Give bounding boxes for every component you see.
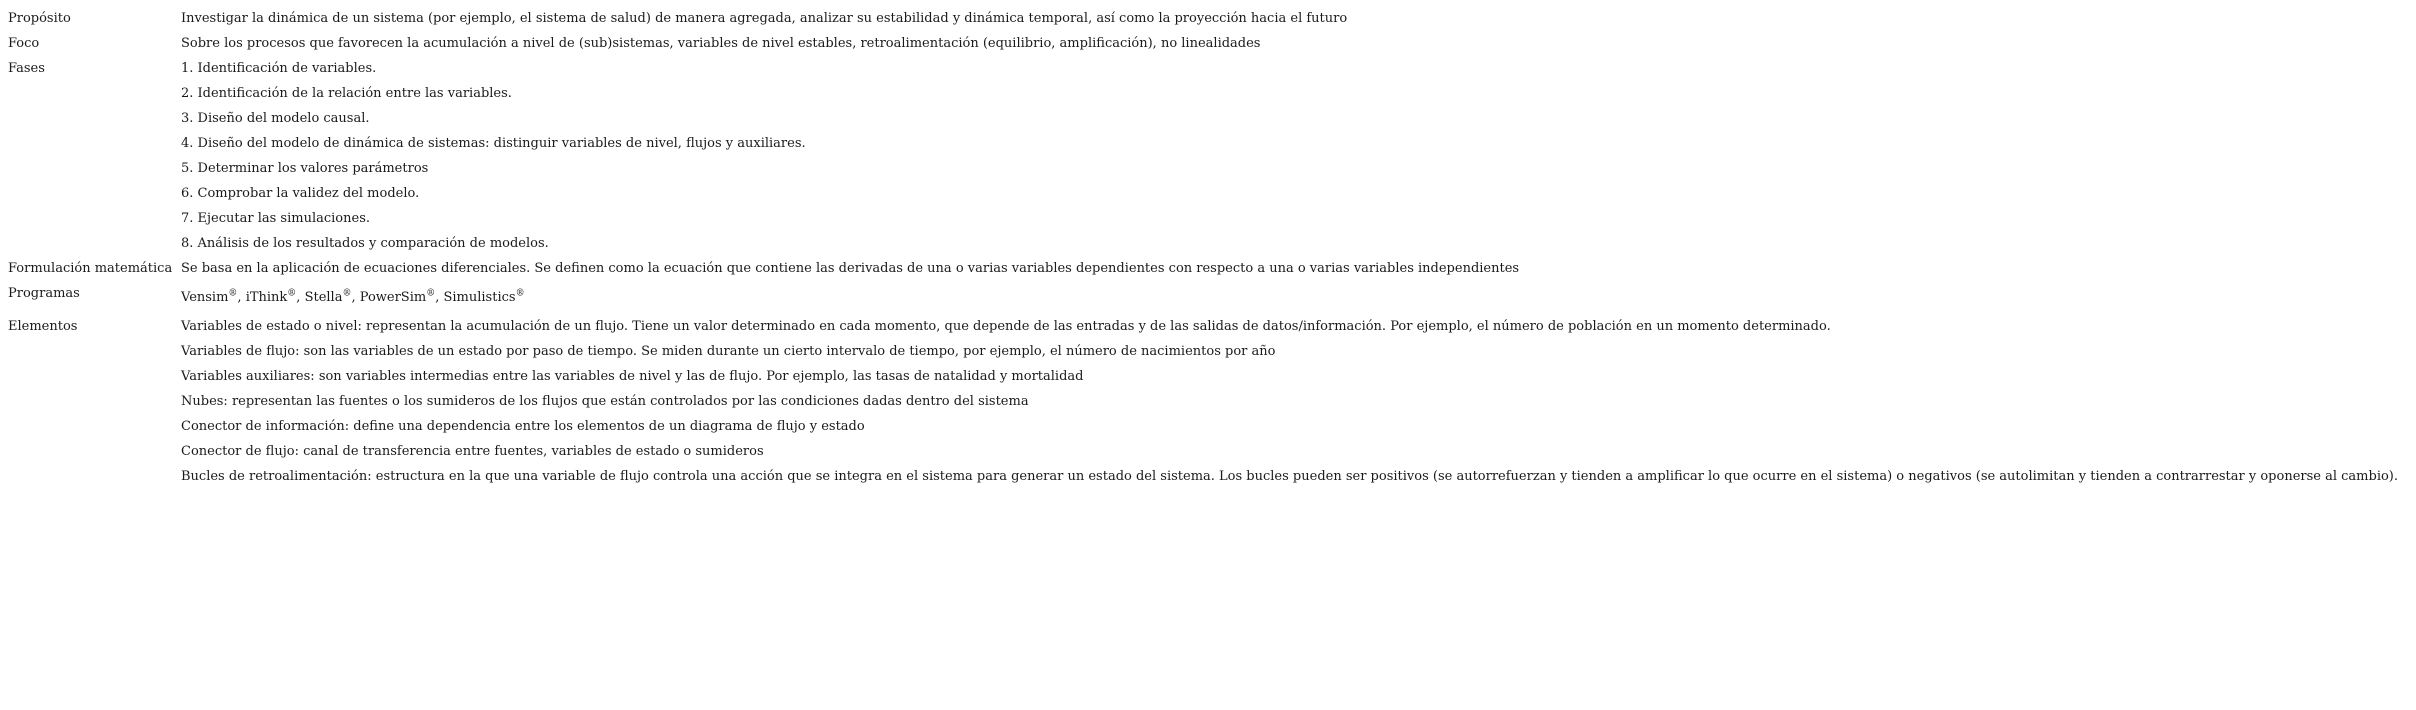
elemento-item: Bucles de retroalimentación: estructura en la que una variable de flujo controla una acción que se integra en el sistema para generar un estado del sistema. Los bucles pueden ser positivos (se autorrefuerzan y tienden a amplificar lo que ocurre en el sistema) o negativos (se autolimitan y tienden a contrarrestar y oponerse al cambio). — [181, 469, 2399, 484]
fase-item: 2. Identificación de la relación entre las variables. — [181, 86, 512, 101]
row-elementos — [8, 314, 2408, 489]
program-name: PowerSim — [359, 290, 427, 305]
registered-mark: ® — [342, 288, 352, 299]
registered-mark: ® — [287, 288, 297, 299]
elemento-item: Nubes: representan las fuentes o los sumideros de los flujos que están controlados por las condiciones dadas dentro del sistema — [181, 394, 1029, 409]
row-proposito — [8, 6, 2408, 31]
registered-mark: ® — [515, 288, 525, 299]
comparison-table — [8, 6, 2408, 489]
elemento-item: Conector de información: define una dependencia entre los elementos de un diagrama de flujo y estado — [181, 419, 865, 434]
row-text-proposito: Investigar la dinámica de un sistema (por ejemplo, el sistema de salud) de manera agregada, analizar su estabilidad y dinámica temporal, así como la proyección hacia el futuro — [181, 11, 1348, 26]
fase-item: 5. Determinar los valores parámetros — [181, 161, 429, 176]
row-label-proposito: Propósito — [8, 11, 71, 26]
fases-list — [181, 56, 2408, 256]
row-label-foco: Foco — [8, 36, 40, 51]
row-fases — [8, 56, 2408, 256]
separator: , — [296, 290, 305, 305]
fase-item: 8. Análisis de los resultados y comparación de modelos. — [181, 236, 549, 251]
separator: , — [237, 290, 246, 305]
row-label-elementos: Elementos — [8, 319, 78, 334]
elemento-item: Conector de flujo: canal de transferencia entre fuentes, variables de estado o sumideros — [181, 444, 764, 459]
registered-mark: ® — [426, 288, 436, 299]
separator: , — [435, 290, 444, 305]
fase-item: 1. Identificación de variables. — [181, 61, 377, 76]
row-formulacion — [8, 256, 2408, 281]
registered-mark: ® — [228, 288, 238, 299]
elementos-list — [181, 314, 2408, 489]
row-text-formulacion: Se basa en la aplicación de ecuaciones diferenciales. Se definen como la ecuación que contiene las derivadas de una o varias variables dependientes con respecto a una o varias variables independientes — [181, 261, 1520, 276]
separator: , — [351, 290, 360, 305]
row-label-formulacion: Formulación matemática — [8, 261, 173, 276]
programas-line — [181, 281, 2408, 314]
row-programas — [8, 281, 2408, 314]
program-name: iThink — [245, 290, 288, 305]
elemento-item: Variables de estado o nivel: representan la acumulación de un flujo. Tiene un valor determinado en cada momento, que depende de las entradas y de las salidas de datos/información. Por ejemplo, el número de población en un momento determinado. — [181, 319, 1831, 334]
fase-item: 7. Ejecutar las simulaciones. — [181, 211, 371, 226]
program-name: Vensim — [181, 290, 229, 305]
row-text-foco: Sobre los procesos que favorecen la acumulación a nivel de (sub)sistemas, variables de nivel estables, retroalimentación (equilibrio, amplificación), no linealidades — [181, 36, 1261, 51]
programas-list — [181, 281, 2408, 314]
program-name: Simulistics — [443, 290, 516, 305]
row-label-programas: Programas — [8, 286, 80, 301]
elemento-item: Variables de flujo: son las variables de un estado por paso de tiempo. Se miden durante un cierto intervalo de tiempo, por ejemplo, el número de nacimientos por año — [181, 344, 1276, 359]
program-name: Stella — [304, 290, 343, 305]
row-foco — [8, 31, 2408, 56]
elemento-item: Variables auxiliares: son variables intermedias entre las variables de nivel y las de flujo. Por ejemplo, las tasas de natalidad y mortalidad — [181, 369, 1084, 384]
fase-item: 4. Diseño del modelo de dinámica de sistemas: distinguir variables de nivel, flujos y auxiliares. — [181, 136, 806, 151]
row-label-fases: Fases — [8, 61, 45, 76]
fase-item: 6. Comprobar la validez del modelo. — [181, 186, 420, 201]
fase-item: 3. Diseño del modelo causal. — [181, 111, 370, 126]
